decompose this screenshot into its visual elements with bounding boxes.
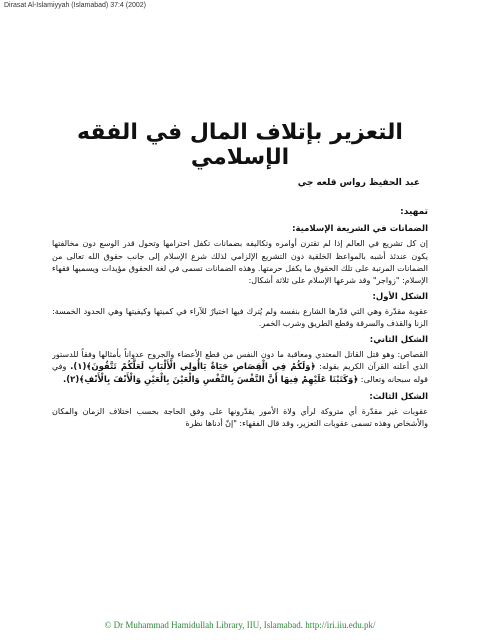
article-body — [52, 206, 428, 596]
intro-heading: تمهيد: — [400, 207, 428, 217]
form3-heading: الشكل الثالث: — [369, 391, 428, 402]
guarantees-heading: الضمانات في الشريعة الإسلامية: — [292, 223, 428, 234]
form2-text-part2: وفي قوله سبحانه وتعالى: — [52, 362, 428, 385]
form1-heading: الشكل الأول: — [372, 291, 428, 302]
paragraph-guarantees: إن كل تشريع في العالم إذا لم تقترن أوامره وتكاليفه بضمانات تكفل احترامها وتحول قدر الوسع دون مخالفتها يكون عندئذ أشبه بالمواعظ الخلقية دون التشريع الإلزامي لذلك شرع الإسلام إلى جانب حقوق الله تعالى من الضمانات المرتبة على تلك الحقوق ما يكفل حرمتها. وهذه الضمانات تسمى في لغة الحقوق مؤيدات ويسميها فقهاء الإسلام: "زواجر" وقد شرعها الإسلام على ثلاثة أشكال: — [52, 239, 428, 286]
form2-text-part1: القصاص: وهو قتل القاتل المعتدي ومعاقبة ما دون النفس من قطع الأعضاء والجروح عدواناً بأمثالها وفقاً للدستور الذي أعلنه القرآن الكريم بقوله: — [52, 349, 428, 372]
library-footer: © Dr Muhammad Hamidullah Library, IIU, Islamabad. http://iri.iiu.edu.pk/ — [104, 620, 376, 630]
quran-verse-2: ﴿وَكَتَبْنَا عَلَيْهِمْ فِيهَا أَنَّ النَّفْسَ بِالنَّفْسِ وَالْعَيْنَ بِالْعَيْنِ وَالْأَنْفَ بِالْأَنْفِ﴾(٢). — [63, 375, 359, 386]
article-title: التعزير بإتلاف المال في الفقه الإسلامي — [77, 120, 403, 170]
form2-heading: الشكل الثاني: — [369, 334, 428, 345]
author-name: عبد الحفيظ رواس قلعه جي — [297, 178, 420, 188]
paragraph-form2 — [52, 349, 428, 388]
quran-verse-1: ﴿وَلَكُمْ فِي الْقِصَاصِ حَيَاةٌ يَاأُولِي الْأَلْبَابِ لَعَلَّكُمْ تَتَّقُونَ﴾(١). — [70, 362, 316, 373]
paragraph-form3: عقوبات غير مقدّرة أي متروكة لرأي ولاة الأمور يقدّرونها على وفق الحاجة بحسب اختلاف الزمان والمكان والأشخاص وهذه تسمى عقوبات التعزير، وقد قال الفقهاء: "إنّ أدناها نظرة — [52, 406, 428, 429]
paragraph-form1: عقوبة مقدّرة وهي التي قدّرها الشارع بنفسه ولم يُترك فيها اختيارٌ للآراء في كميتها وكيفيتها وهي الحدود الخمسة: الزنا والقذف والسرقة وقطع الطريق وشرب الخمر. — [52, 306, 428, 329]
journal-citation: Dirasat Al-Islamiyyah (Islamabad) 37:4 (2002) — [4, 2, 147, 9]
